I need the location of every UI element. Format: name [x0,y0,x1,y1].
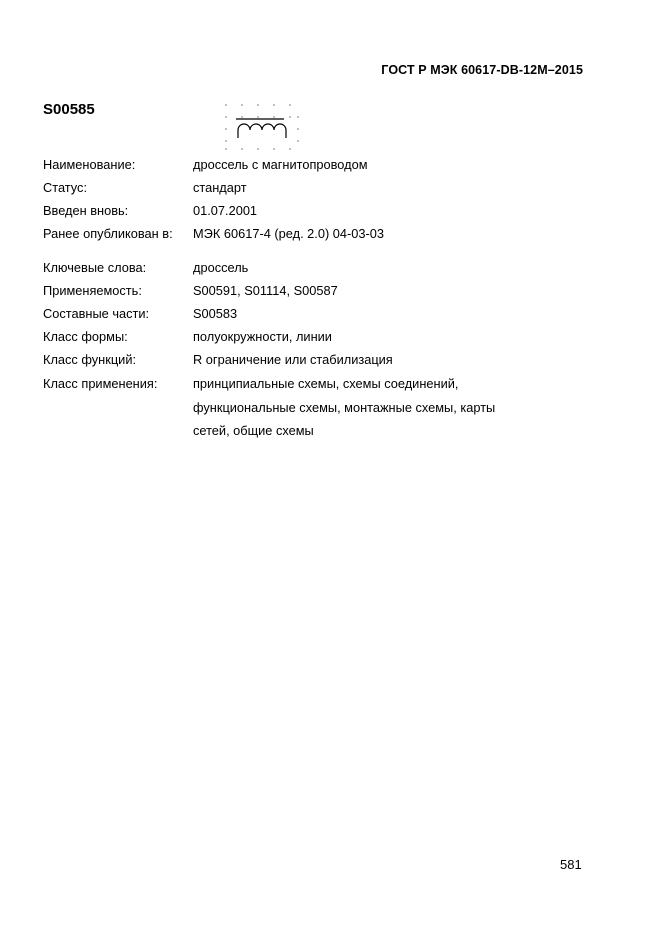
field-value: стандарт [193,180,247,195]
field-value: МЭК 60617-4 (ред. 2.0) 04-03-03 [193,226,385,241]
field-value: дроссель с магнитопроводом [193,157,368,172]
field-value: полуокружности, линии [193,329,332,344]
field-label: Ключевые слова: [43,260,147,275]
field-label: Наименование: [43,157,136,172]
field-value-line: сетей, общие схемы [193,423,314,438]
field-value [193,376,533,447]
field-label: Класс применения: [43,376,158,391]
symbol-code: S00585 [43,101,95,118]
inductor-with-magnetic-core-icon [222,102,302,152]
field-value-line: функциональные схемы, монтажные схемы, карты [193,399,496,415]
field-label: Составные части: [43,306,150,321]
field-value: S00583 [193,306,238,321]
field-label: Статус: [43,180,88,195]
field-value: 01.07.2001 [193,203,258,218]
page-number: 581 [560,857,582,872]
field-value: S00591, S01114, S00587 [193,283,338,298]
field-label: Класс функций: [43,352,137,367]
document-header: ГОСТ Р МЭК 60617-DB-12M–2015 [381,63,583,77]
field-label: Ранее опубликован в: [43,226,173,241]
field-value: R ограничение или стабилизация [193,352,393,367]
field-label: Класс формы: [43,329,128,344]
field-value-line: принципиальные схемы, схемы соединений, [193,376,459,391]
field-label: Применяемость: [43,283,142,298]
field-value: дроссель [193,260,249,275]
field-label: Введен вновь: [43,203,129,218]
